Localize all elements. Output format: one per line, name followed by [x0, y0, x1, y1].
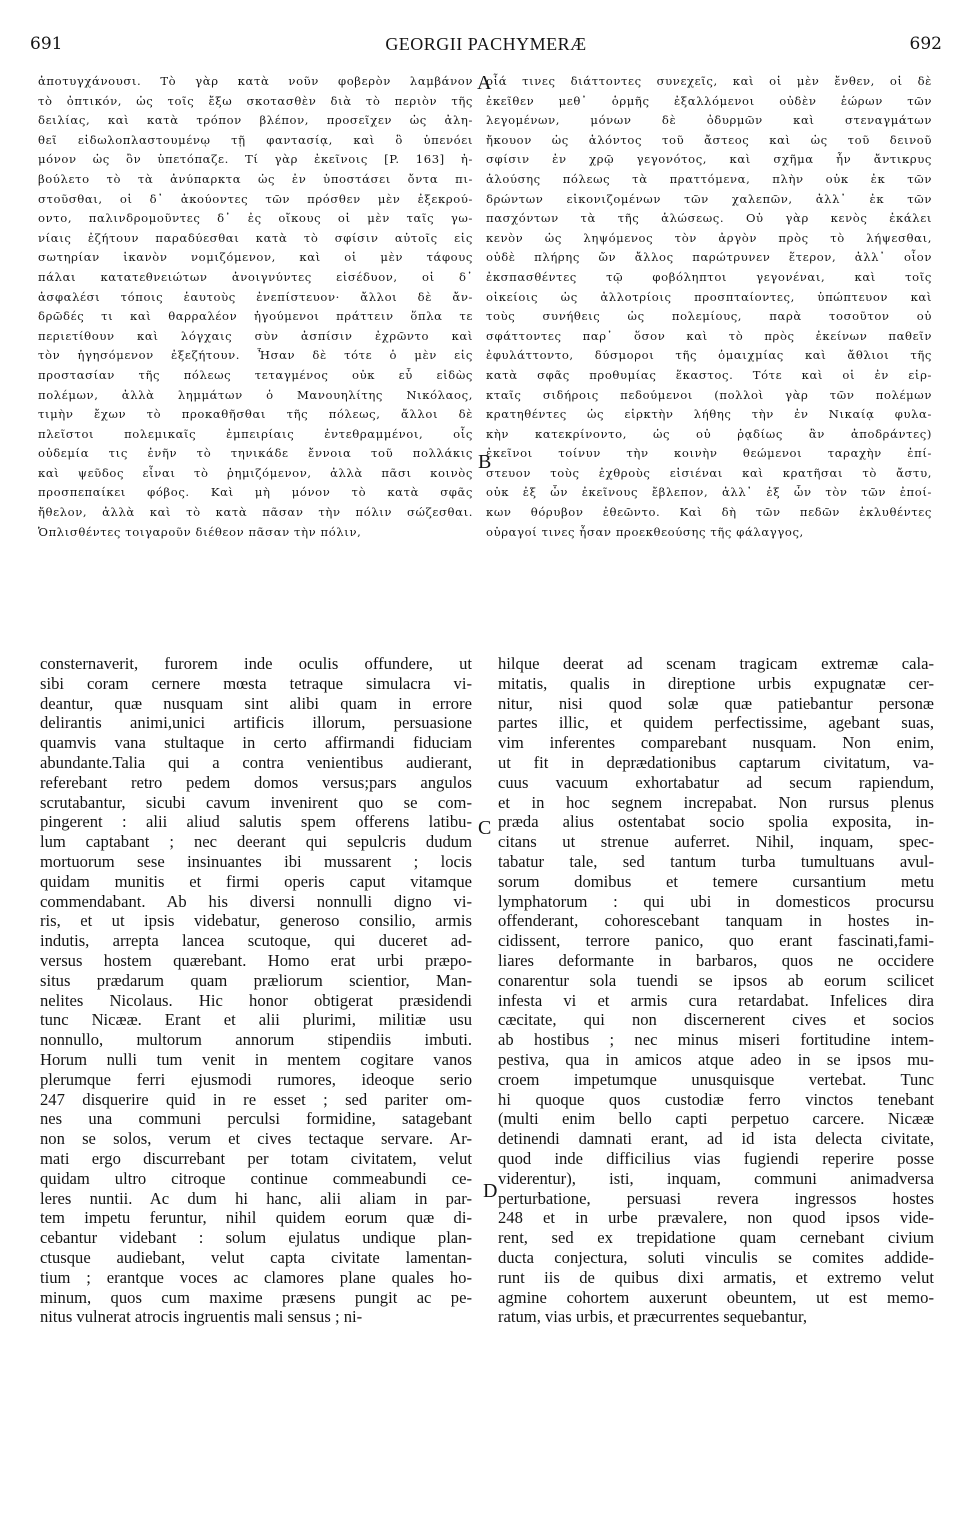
text-line: scrutabantur, sicubi cavum invenirent quo se com-: [40, 792, 472, 812]
text-line: tium ; erantque voces ac clamores plane quales ho-: [40, 1267, 472, 1287]
text-line: νίαις ἐζήτουν παραδύεσθαι κατὰ τὸ σφίσιν αὐτοῖς εἰς: [38, 230, 473, 245]
text-line: σωτηρίαν ἱκανὸν νομιζόμενον, καὶ οἱ μὲν τάφους: [38, 250, 473, 265]
text-line: minum, quos cum maxime præsens pungit ac pe-: [40, 1287, 472, 1307]
text-line: præda alius ostentabat socio spolia exposita, in-: [498, 812, 934, 832]
text-line: partes illic, et quidem perfectissime, agebant suas,: [498, 713, 934, 733]
running-title: GEORGII PACHYMERÆ: [385, 34, 587, 54]
text-line: θεῖ εἰδωλοπλαστουμένῳ τῇ φαντασίᾳ, καὶ ὃ ὑπενόει: [38, 132, 473, 147]
text-line: nitus vulnerat atrocis ingruentis mali sensus ; ni-: [40, 1307, 363, 1327]
text-line: ἤκουον ὡς ἁλόντος τοῦ ἄστεος καὶ ὡς τοῦ δεινοῦ: [486, 132, 932, 147]
text-line: σφάττοντες παρ᾽ ὅσον καὶ τὸ πρὸς ἐκείνων παθεῖν: [486, 328, 932, 343]
text-line: infesta vi et armis cura retardabat. Infelices dira: [498, 990, 934, 1010]
text-line: offenderant, cohorescebant tanquam in hostes in-: [498, 911, 934, 931]
text-line: ἐκεῖνοι τοίνυν τὴν κοινὴν θεώμενοι ταραχὴν ἐπί-: [486, 446, 932, 461]
text-line: στοῦσθαι, οἱ δ᾽ ἀκούοντες τῶν πρόσθεν μὲν ἐξεκρού-: [38, 191, 473, 206]
text-line: tabatur tale, sed tantum turba tumultuans avul-: [498, 851, 934, 871]
text-line: ἁλούσης πόλεως τὰ πραττόμενα, πλὴν οὐκ ἐκ τῶν: [486, 171, 932, 186]
text-line: τοὺς συνήθεις ὡς πολεμίους, παρὰ τοσοῦτον οὐ: [486, 309, 932, 324]
text-line: croem impetumque unusquisque vertebat. Tunc: [498, 1069, 934, 1089]
section-marker-a: A: [477, 72, 492, 94]
text-line: πολέμων, ἀλλὰ λημμάτων ὁ Μανουηλίτης Νικόλαος,: [38, 387, 473, 402]
text-line: sorum domibus et temere cursantium metu: [498, 871, 934, 891]
text-line: agmine cohortem auxerunt obeuntem, ut est memo-: [498, 1287, 934, 1307]
text-line: tem impetu feruntur, nihil quidem eorum quæ di-: [40, 1208, 472, 1228]
text-line: καὶ ψεῦδος εἶναι τὸ ῥημιζόμενον, ἀλλὰ πᾶσι κοινὸς: [38, 465, 473, 480]
text-line: ratum, vias urbis, et præcurrentes sequebantur,: [498, 1307, 807, 1327]
text-line: hi quoque quos custodiæ ferro vinctos tenebant: [498, 1089, 934, 1109]
text-line: conarentur sola tuendi se ipsos ab eorum scilicet: [498, 970, 934, 990]
text-line: ἀσφαλέσι τόποις ἑαυτοὺς ἐνεπίστευον· ἄλλοι δὲ ἄν-: [38, 289, 473, 304]
text-line: σφίσιν ἐν χρῷ γεγονότος, καὶ σχῆμα ἦν ἄντικρυς: [486, 152, 932, 167]
text-line: situs prædarum quam præliorum scientior, Man-: [40, 970, 472, 990]
text-line: leres nuntii. Ac dum hi hanc, alii aliam in par-: [40, 1188, 472, 1208]
text-line: nonnullo, multorum annorum stipendiis imbuti.: [40, 1030, 472, 1050]
text-line: κων θόρυβον ἐθεῶντο. Καὶ δὴ τῶν πεδῶν ἐκλυθέντες: [486, 505, 932, 520]
text-line: lum captabant ; nec deerant qui sepulcris dudum: [40, 832, 472, 852]
latin-column-left: [40, 654, 472, 1327]
text-line: στευον τοὺς ἐχθροὺς εἰσιέναι καὶ κρατῆσαι τὸ ἄστυ,: [486, 465, 932, 480]
text-line: mortuorum sese insinuantes ibi mussarent ; locis: [40, 851, 472, 871]
text-line: προσπεπαίκει φόβος. Καὶ μὴ μόνον τὸ κατὰ σφᾶς: [38, 485, 473, 500]
text-line: κενὸν ὡς ληψόμενος τὸν ἀργὸν πρὸς τὸ λήψεσθαι,: [486, 230, 932, 245]
text-line: versus hostem quærebant. Homo erat urbi præpo-: [40, 950, 472, 970]
page-number-right: 692: [909, 34, 942, 54]
latin-column-right: [498, 654, 934, 1327]
text-line: commendabant. Ab his diversi nonnulli digno vi-: [40, 891, 472, 911]
text-line: nitur, nisi quod solæ quæ patiebantur personæ: [498, 693, 934, 713]
text-line: consternaverit, furorem inde oculis offundere, ut: [40, 654, 472, 673]
text-line: οἷά τινες διάττοντες συνεχεῖς, καὶ οἱ μὲν ἔνθεν, οἱ δὲ: [486, 74, 932, 88]
text-line: τιμὴν ἔχων τὸ προκαθῆσθαι τῆς πόλεως, ἄλλοι δὲ: [38, 407, 473, 422]
text-line: citans ut strenue auferret. Nihil, inquam, spec-: [498, 832, 934, 852]
text-line: quod inde difficilius vias fugiendi reperire posse: [498, 1148, 934, 1168]
text-line: κρατηθέντες ὡς εἱρκτὴν λήθης τὴν ἐν Νικαίᾳ φυλα-: [486, 407, 932, 422]
text-line: οἰκείοις ὡς ἀλλοτρίοις προσπταίοντες, ὑπώπτευον καὶ: [486, 289, 932, 304]
text-line: (multi enim bello capti perpetuo carcere. Nicææ: [498, 1109, 934, 1129]
text-line: οὐκ ἐξ ὧν ἐκεῖνους ἔβλεπον, ἀλλ᾽ ἐξ ὧν τὸν τῶν ἐποί-: [486, 485, 932, 500]
text-line: οὐραγοί τινες ἦσαν προεκθεούσης τῆς φάλαγγος,: [486, 524, 804, 539]
text-line: κταῖς σιδήροις πεδούμενοι (πολλοὶ γὰρ τῶν πολέμων: [486, 387, 932, 402]
text-line: viderentur), isti, inquam, communi animadversa: [498, 1168, 934, 1188]
text-line: δρῶδές τι καὶ θαρραλέον ἡγούμενοι πράττειν ὅπλα τε: [38, 309, 473, 324]
text-line: πλεῖστοι πολεμικαῖς ἐμπειρίαις ἐντεθραμμένοι, οἷς: [38, 426, 473, 441]
text-line: runt iis de quibus dixi armatis, et extremo velut: [498, 1267, 934, 1287]
greek-column-right: [486, 72, 932, 542]
section-marker-c: C: [478, 817, 492, 839]
text-line: non se solos, verum et cives tectaque servare. Ar-: [40, 1129, 472, 1149]
text-line: λεγομένων, μόνων δὲ ὀδυρμῶν καὶ στεναγμάτων: [486, 113, 932, 128]
text-line: quidam ultro citroque continue commeabundi ce-: [40, 1168, 472, 1188]
text-line: cebantur videbant : solum ejulatus undique plan-: [40, 1228, 472, 1248]
text-line: ctusque audiebant, velut capta civitate lamentan-: [40, 1247, 472, 1267]
page-number-left: 691: [30, 34, 63, 54]
text-line: plerumque ferri ejusmodi rumores, ideoque serio: [40, 1069, 472, 1089]
text-line: δρώντων εἰκονιζομένων τῶν χαλεπῶν, ἀλλ᾽ ἐκ τῶν: [486, 191, 932, 206]
text-line: liares deformante in barbaros, quos ne occidere: [498, 950, 934, 970]
text-line: πασχόντων τὰ τῆς ἁλώσεως. Οὐ γὰρ κενὸς ἐκάλει: [486, 211, 932, 226]
text-line: cæcitate, qui non discernerent cives et socios: [498, 1010, 934, 1030]
text-line: ut fit in deprædationibus captarum civitatum, va-: [498, 752, 934, 772]
section-marker-b: B: [478, 451, 492, 473]
text-line: 248 et in urbe prævalere, non quod ipsos vide-: [498, 1208, 934, 1228]
text-line: indutis, arrepta lancea scutoque, qui duceret ad-: [40, 931, 472, 951]
text-line: abundante.Talia qui a contra venientibus audierant,: [40, 752, 472, 772]
text-line: hilque deerat ad scenam tragicam extremæ cala-: [498, 654, 934, 673]
text-line: tunc Nicææ. Erant et alii plurimi, militiæ usu: [40, 1010, 472, 1030]
text-line: mati ergo discurrebant per totam civitatem, velut: [40, 1148, 472, 1168]
text-line: προστασίαν τῆς πόλεως τεταγμένος οὐκ εὖ εἰδὼς: [38, 367, 473, 382]
text-line: Horum nulli tum venit in mentem cogitare vanos: [40, 1049, 472, 1069]
text-line: nelites Nicolaus. Hic honor obtigerat præsidendi: [40, 990, 472, 1010]
text-line: ris, et ut ipsis videbatur, generoso consilio, armis: [40, 911, 472, 931]
text-line: et in hoc segnem increpabat. Non rursus plenus: [498, 792, 934, 812]
text-line: ἐκεῖθεν μεθ᾽ ὁρμῆς ἐξαλλόμενοι οὐδὲν ἑώρων τῶν: [486, 93, 932, 108]
text-line: ἤθελον, ἀλλὰ καὶ τὸ κατὰ πᾶσαν τὴν πόλιν σώζεσθαι.: [38, 505, 473, 520]
text-line: rent, sed ex trepidatione quam cernebant civium: [498, 1228, 934, 1248]
text-line: deantur, quæ nusquam sint alibi quam in errore: [40, 693, 472, 713]
text-line: ducta conjectura, soluti vinculis se comites addide-: [498, 1247, 934, 1267]
text-line: referebant retro pedem domos versus;pars angulos: [40, 772, 472, 792]
text-line: pestiva, qua in amicos atque adeo in se ipsos mu-: [498, 1049, 934, 1069]
text-line: τὸ ὀπτικόν, ὡς τοῖς ἔξω σκοτασθὲν διὰ τὸ περιὸν τῆς: [38, 93, 473, 108]
text-line: delirantis animi,unici artificis illorum, persuasione: [40, 713, 472, 733]
text-line: ἐκσπασθέντες τῷ φοβόληπτοι γεγονέναι, καὶ τοῖς: [486, 269, 932, 284]
text-line: οντο, παλινδρομοῦντες δ᾽ ἐς οἴκους οἱ μὲν ταῖς γω-: [38, 211, 473, 226]
text-line: ab hostibus ; nec minus miseri fortitudine intem-: [498, 1030, 934, 1050]
text-line: sibi coram cernere mœsta tetraque simulacra vi-: [40, 673, 472, 693]
text-line: κατὰ σφᾶς προθυμίας ἕκαστος. Τότε καὶ οἱ ἐν εἱρ-: [486, 367, 932, 382]
text-line: οὐδεμία τις ἐνῆν τὸ τηνικάδε ἔννοια τοῦ πολλάκις: [38, 446, 473, 461]
text-line: ἀποτυγχάνουσι. Τὸ γὰρ κατὰ νοῦν φοβερὸν λαμβάνον: [38, 74, 473, 88]
text-line: δειλίας, καὶ κατὰ τρόπον βλέπον, προσεῖχεν ὡς ἀλη-: [38, 113, 473, 128]
text-line: κὴν κατεκρίνοντο, ὡς οὐ ῥᾳδίως ἂν ἀποδράντες): [486, 426, 932, 441]
text-line: πάλαι κατατεθνειώτων ἀνοιγνύντες εἰσέδυον, οἱ δ᾽: [38, 269, 473, 284]
text-line: quamvis vana stultaque in certo affirmandi fiduciam: [40, 733, 472, 753]
text-line: lymphatorum : qui ubi in domesticos procursu: [498, 891, 934, 911]
text-line: περιετίθουν καὶ λόγχαις σὺν ἀσπίσιν ἐχρῶντο καὶ: [38, 328, 473, 343]
text-line: τὸν ἡγησόμενον ἐξεζήτουν. Ἦσαν δὲ τότε ὁ μὲν εἰς: [38, 348, 473, 363]
greek-column-left: [38, 72, 473, 542]
text-line: οὐδὲ πλήρης ὤν ἄλλος παρώτρυνεν ἕτερον, ἀλλ᾽ οἷον: [486, 250, 932, 265]
text-line: βούλετο τὸ τὰ ἀνύπαρκτα ὡς ἐν ὑποστάσει ὄντα πι-: [38, 171, 473, 186]
text-line: quidam munitis et firmi operis caput vitamque: [40, 871, 472, 891]
text-line: perturbatione, persuasi revera ingressos hostes: [498, 1188, 934, 1208]
section-marker-d: D: [483, 1180, 498, 1202]
text-line: pingerent : alii aliud salutis spem offerens latibu-: [40, 812, 472, 832]
text-line: 247 disquerire quid in re esset ; sed pariter om-: [40, 1089, 472, 1109]
text-line: mitatis, qualis in direptione urbis expugnatæ cer-: [498, 673, 934, 693]
text-line: μόνον ὡς ὂν ὑπετόπαζε. Τί γὰρ ἐκεῖνοις [P. 163] ἠ-: [38, 152, 473, 167]
text-line: ἐφυλάττοντο, δύσμοροι τῆς ὁμαιχμίας καὶ ἄθλιοι τῆς: [486, 348, 932, 363]
text-line: vim inferentes comparebant nusquam. Non enim,: [498, 733, 934, 753]
text-line: nes una communi perculsi formidine, satagebant: [40, 1109, 472, 1129]
running-header: [30, 34, 942, 56]
text-line: detinendi damnati erant, ad id ista delecta civitate,: [498, 1129, 934, 1149]
text-line: cuus vacuum exhortabatur ad secum rapiendum,: [498, 772, 934, 792]
text-line: Ὁπλισθέντες τοιγαροῦν διέθεον πᾶσαν τὴν πόλιν,: [38, 524, 362, 539]
text-line: cidissent, terrore panico, quo erant fascinati,fami-: [498, 931, 934, 951]
